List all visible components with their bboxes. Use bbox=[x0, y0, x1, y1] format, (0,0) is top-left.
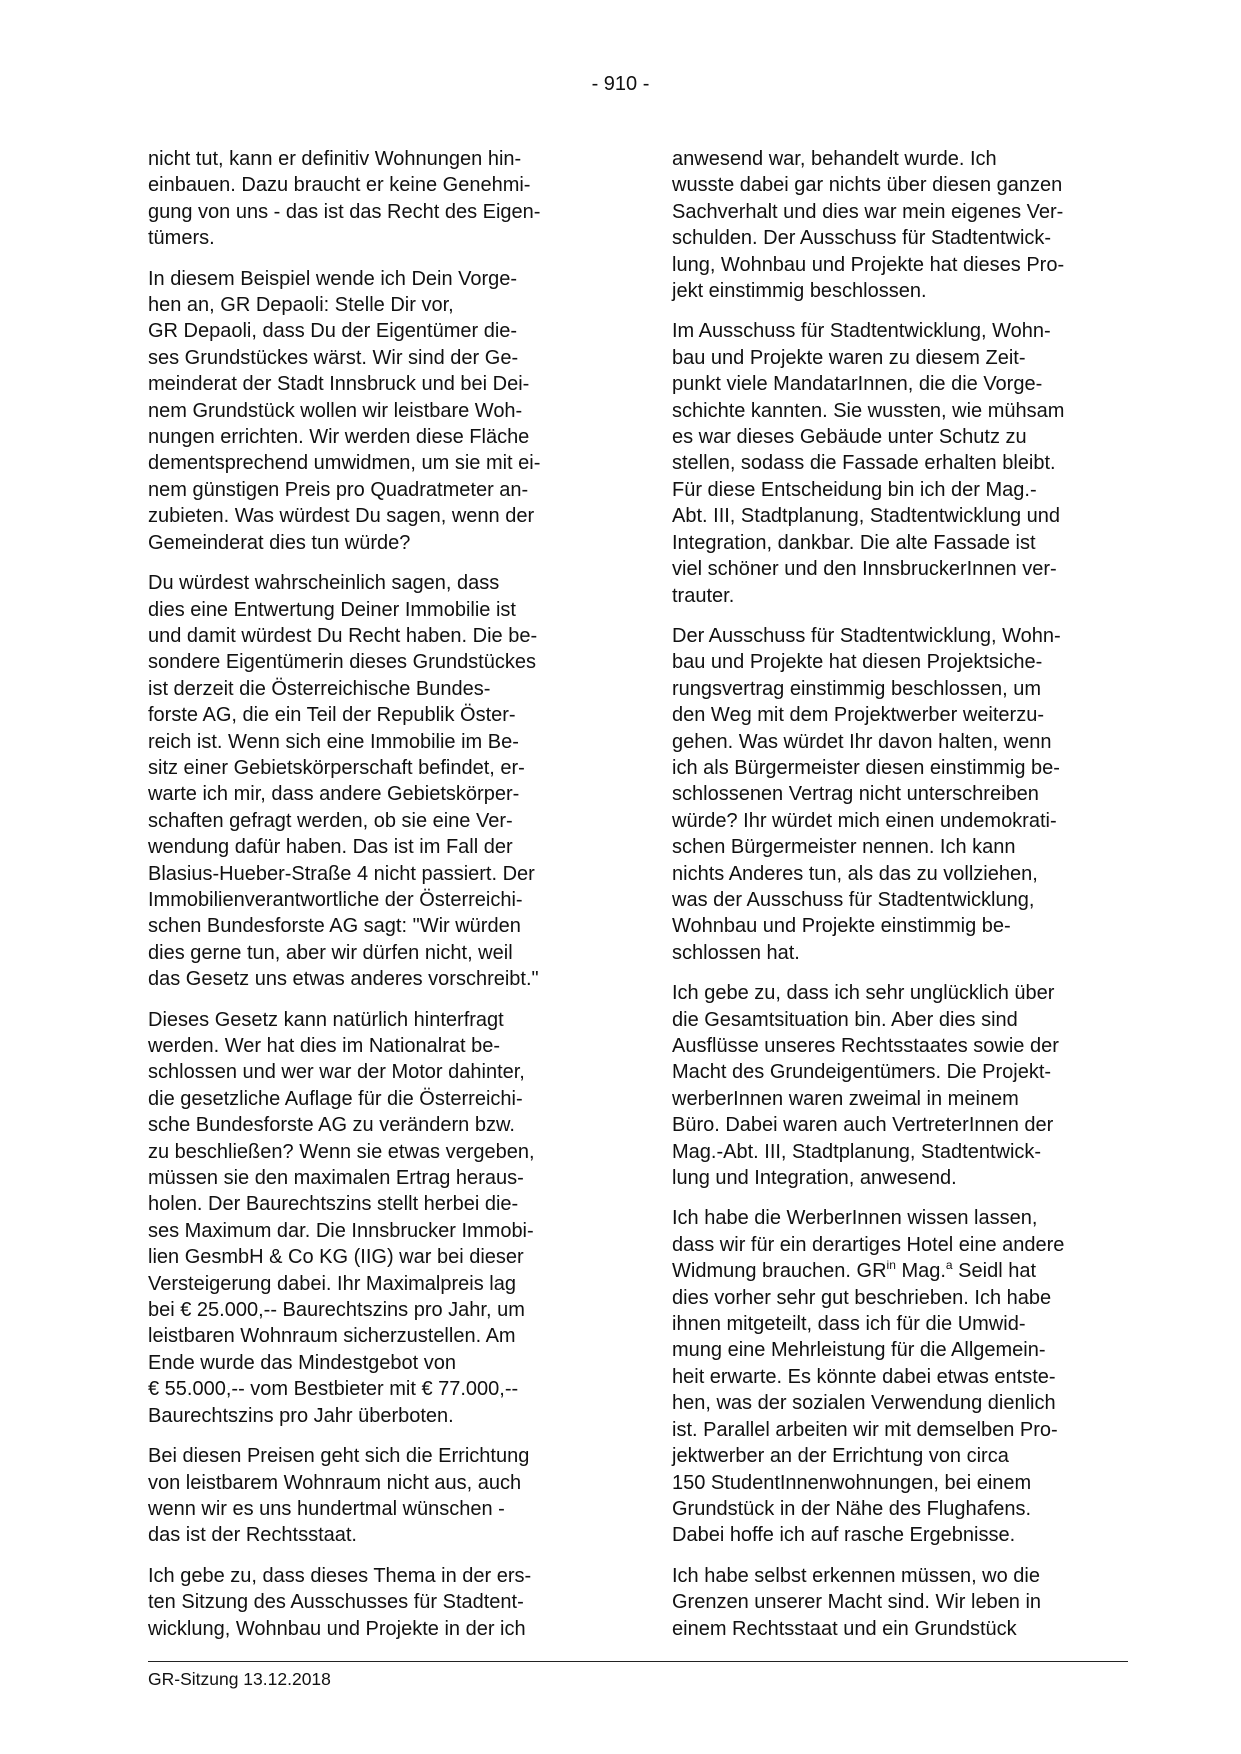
text-line: heit erwarte. Es könnte dabei etwas entste- bbox=[672, 1365, 1056, 1388]
text-line: Integration, dankbar. Die alte Fassade ist bbox=[672, 531, 1036, 554]
text-line: stellen, sodass die Fassade erhalten bleibt. bbox=[672, 452, 1056, 475]
right-column-paragraph bbox=[672, 980, 1132, 1191]
text-line: schichte kannten. Sie wussten, wie mühsam bbox=[672, 399, 1065, 422]
text-line: Abt. III, Stadtplanung, Stadtentwicklung und bbox=[672, 505, 1061, 528]
text-line: Der Ausschuss für Stadtentwicklung, Wohn- bbox=[672, 624, 1061, 647]
text-line: ist. Parallel arbeiten wir mit demselben Pro- bbox=[672, 1418, 1058, 1441]
text-line: werberInnen waren zweimal in meinem bbox=[672, 1087, 1019, 1110]
text-line: mung eine Mehrleistung für die Allgemein- bbox=[672, 1339, 1046, 1362]
text-line: Für diese Entscheidung bin ich der Mag.- bbox=[672, 478, 1037, 501]
footer-session-date: GR-Sitzung 13.12.2018 bbox=[148, 1669, 331, 1689]
text-line: die gesetzliche Auflage für die Österreichi- bbox=[148, 1087, 523, 1110]
text-line: wusste dabei gar nichts über diesen ganzen bbox=[672, 174, 1063, 197]
text-line: Ich gebe zu, dass dieses Thema in der ers- bbox=[148, 1564, 532, 1587]
text-line: reich ist. Wenn sich eine Immobilie im Be- bbox=[148, 730, 519, 753]
text-line: schen Bundesforste AG sagt: "Wir würden bbox=[148, 915, 521, 938]
text-line: Büro. Dabei waren auch VertreterInnen der bbox=[672, 1114, 1054, 1137]
text-line: leistbaren Wohnraum sicherzustellen. Am bbox=[148, 1325, 516, 1348]
text-line: sche Bundesforste AG zu verändern bzw. bbox=[148, 1114, 515, 1137]
text-line: ses Maximum dar. Die Innsbrucker Immobi- bbox=[148, 1219, 534, 1242]
text-line: hen an, GR Depaoli: Stelle Dir vor, bbox=[148, 294, 454, 317]
text-line: schen Bürgermeister nennen. Ich kann bbox=[672, 836, 1016, 859]
text-line: meinderat der Stadt Innsbruck und bei Dei- bbox=[148, 373, 530, 396]
text-line: Mag.-Abt. III, Stadtplanung, Stadtentwick- bbox=[672, 1140, 1042, 1163]
text-line: lien GesmbH & Co KG (IIG) war bei dieser bbox=[148, 1246, 524, 1269]
text-line: anwesend war, behandelt wurde. Ich bbox=[672, 148, 997, 170]
text-line: Ich habe selbst erkennen müssen, wo die bbox=[672, 1564, 1040, 1587]
text-line: Grundstück in der Nähe des Flughafens. bbox=[672, 1497, 1032, 1520]
text-line: dies gerne tun, aber wir dürfen nicht, weil bbox=[148, 941, 513, 964]
text-line: Du würdest wahrscheinlich sagen, dass bbox=[148, 572, 500, 595]
text-line: Dabei hoffe ich auf rasche Ergebnisse. bbox=[672, 1524, 1016, 1547]
left-column-paragraph bbox=[148, 570, 608, 993]
text-line: Immobilienverantwortliche der Österreichi- bbox=[148, 888, 523, 911]
text-line: sondere Eigentümerin dieses Grundstückes bbox=[148, 651, 536, 674]
text-line: Ich habe die WerberInnen wissen lassen, bbox=[672, 1207, 1038, 1230]
text-line: es war dieses Gebäude unter Schutz zu bbox=[672, 426, 1027, 449]
text-line: nem Grundstück wollen wir leistbare Woh- bbox=[148, 399, 523, 422]
text-line: jektwerber an der Errichtung von circa bbox=[672, 1445, 1009, 1468]
text-line: das ist der Rechtsstaat. bbox=[148, 1524, 357, 1547]
text-line: den Weg mit dem Projektwerber weiterzu- bbox=[672, 704, 1044, 727]
text-line: trauter. bbox=[672, 584, 735, 607]
text-line: lung und Integration, anwesend. bbox=[672, 1167, 957, 1190]
text-line: dementsprechend umwidmen, um sie mit ei- bbox=[148, 452, 541, 475]
text-line: nem günstigen Preis pro Quadratmeter an- bbox=[148, 478, 529, 501]
text-line: Baurechtszins pro Jahr überboten. bbox=[148, 1404, 454, 1427]
text-line: tümers. bbox=[148, 227, 215, 250]
text-line: gung von uns - das ist das Recht des Eigen- bbox=[148, 200, 541, 223]
right-column bbox=[672, 146, 1132, 1656]
right-column-paragraph bbox=[672, 623, 1132, 966]
text-line: nichts Anderes tun, als das zu vollziehen, bbox=[672, 862, 1038, 885]
right-column-paragraph bbox=[672, 146, 1132, 304]
text-line: bei € 25.000,-- Baurechtszins pro Jahr, um bbox=[148, 1299, 525, 1322]
text-line: einbauen. Dazu braucht er keine Genehmi- bbox=[148, 174, 531, 197]
text-line: schlossen und wer war der Motor dahinter, bbox=[148, 1061, 525, 1084]
text-line: In diesem Beispiel wende ich Dein Vorge- bbox=[148, 267, 518, 290]
text-line: Dieses Gesetz kann natürlich hinterfragt bbox=[148, 1008, 504, 1031]
text-line: das Gesetz uns etwas anderes vorschreibt." bbox=[148, 968, 539, 991]
left-column-paragraph bbox=[148, 146, 608, 252]
left-column-paragraph bbox=[148, 1443, 608, 1549]
text-line: wicklung, Wohnbau und Projekte in der ich bbox=[148, 1617, 526, 1640]
text-line: forste AG, die ein Teil der Republik Öster- bbox=[148, 704, 516, 727]
text-line: warte ich mir, dass andere Gebietskörper- bbox=[148, 783, 520, 806]
page-number: - 910 - bbox=[591, 73, 650, 95]
text-line: Versteigerung dabei. Ihr Maximalpreis lag bbox=[148, 1272, 516, 1295]
text-line: würde? Ihr würdet mich einen undemokrati- bbox=[672, 809, 1057, 832]
text-line: Ausflüsse unseres Rechtsstaates sowie der bbox=[672, 1035, 1059, 1057]
text-line: Ich gebe zu, dass ich sehr unglücklich über bbox=[672, 982, 1055, 1005]
text-line: werden. Wer hat dies im Nationalrat be- bbox=[148, 1035, 501, 1057]
text-line: viel schöner und den InnsbruckerInnen ver- bbox=[672, 558, 1057, 581]
text-line: Bei diesen Preisen geht sich die Errichtung bbox=[148, 1445, 530, 1468]
text-line: Ende wurde das Mindestgebot von bbox=[148, 1351, 456, 1374]
text-line: 150 StudentInnenwohnungen, bei einem bbox=[672, 1471, 1032, 1494]
text-line: Macht des Grundeigentümers. Die Projekt- bbox=[672, 1061, 1052, 1084]
text-line: ist derzeit die Österreichische Bundes- bbox=[148, 677, 491, 700]
left-column-paragraph bbox=[148, 266, 608, 556]
text-line: Grenzen unserer Macht sind. Wir leben in bbox=[672, 1591, 1042, 1614]
left-column-paragraph bbox=[148, 1007, 608, 1430]
text-line: nungen errichten. Wir werden diese Fläche bbox=[148, 426, 530, 449]
text-line: sitz einer Gebietskörperschaft befindet, er- bbox=[148, 756, 525, 779]
text-line: schulden. Der Ausschuss für Stadtentwick- bbox=[672, 227, 1052, 250]
left-column bbox=[148, 146, 608, 1656]
text-line: einem Rechtsstaat und ein Grundstück bbox=[672, 1617, 1017, 1640]
text-line: und damit würdest Du Recht haben. Die be- bbox=[148, 624, 538, 647]
text-line: gehen. Was würdet Ihr davon halten, wenn bbox=[672, 730, 1052, 753]
text-line: holen. Der Baurechtszins stellt herbei die- bbox=[148, 1193, 519, 1216]
text-line: rungsvertrag einstimmig beschlossen, um bbox=[672, 677, 1042, 700]
text-line: ich als Bürgermeister diesen einstimmig be- bbox=[672, 756, 1060, 779]
text-line: bau und Projekte hat diesen Projektsiche- bbox=[672, 651, 1043, 674]
text-line: von leistbarem Wohnraum nicht aus, auch bbox=[148, 1471, 522, 1494]
text-line: müssen sie den maximalen Ertrag heraus- bbox=[148, 1167, 524, 1190]
text-line: Blasius-Hueber-Straße 4 nicht passiert. Der bbox=[148, 862, 535, 885]
text-line: schlossenen Vertrag nicht unterschreiben bbox=[672, 783, 1039, 806]
text-line: Widmung brauchen. $GR^{in}$ Mag.$^a$ Seidl hat bbox=[672, 1258, 1036, 1283]
text-line: Sachverhalt und dies war mein eigenes Ver- bbox=[672, 200, 1064, 223]
text-line: ten Sitzung des Ausschusses für Stadtent- bbox=[148, 1591, 524, 1614]
text-line: bau und Projekte waren zu diesem Zeit- bbox=[672, 346, 1026, 369]
right-column-paragraph bbox=[672, 1205, 1132, 1548]
text-line: schlossen hat. bbox=[672, 941, 800, 964]
text-line: Im Ausschuss für Stadtentwicklung, Wohn- bbox=[672, 320, 1051, 343]
right-column-paragraph bbox=[672, 1563, 1132, 1642]
text-line: wendung dafür haben. Das ist im Fall der bbox=[148, 836, 513, 859]
text-line: die Gesamtsituation bin. Aber dies sind bbox=[672, 1008, 1018, 1031]
text-line: jekt einstimmig beschlossen. bbox=[672, 280, 927, 303]
text-line: € 55.000,-- vom Bestbieter mit € 77.000,-- bbox=[148, 1378, 519, 1401]
right-column-paragraph bbox=[672, 318, 1132, 608]
text-line: punkt viele MandatarInnen, die die Vorge- bbox=[672, 373, 1043, 396]
text-line: dies vorher sehr gut beschrieben. Ich habe bbox=[672, 1286, 1052, 1309]
text-line: zubieten. Was würdest Du sagen, wenn der bbox=[148, 505, 535, 528]
text-line: hen, was der sozialen Verwendung dienlich bbox=[672, 1392, 1056, 1415]
text-line: ihnen mitgeteilt, dass ich für die Umwid- bbox=[672, 1313, 1026, 1336]
text-line: schaften gefragt werden, ob sie eine Ver- bbox=[148, 809, 513, 832]
text-line: dies eine Entwertung Deiner Immobilie ist bbox=[148, 598, 516, 621]
text-line: zu beschließen? Wenn sie etwas vergeben, bbox=[148, 1140, 535, 1163]
text-line: nicht tut, kann er definitiv Wohnungen hin- bbox=[148, 148, 522, 170]
text-line: ses Grundstückes wärst. Wir sind der Ge- bbox=[148, 346, 519, 369]
left-column-paragraph bbox=[148, 1563, 608, 1642]
text-line: was der Ausschuss für Stadtentwicklung, bbox=[672, 888, 1035, 911]
text-line: Wohnbau und Projekte einstimmig be- bbox=[672, 915, 1011, 938]
text-line: wenn wir es uns hundertmal wünschen - bbox=[148, 1497, 505, 1520]
text-line: dass wir für ein derartiges Hotel eine andere bbox=[672, 1233, 1065, 1256]
text-line: Gemeinderat dies tun würde? bbox=[148, 531, 411, 554]
text-line: lung, Wohnbau und Projekte hat dieses Pro- bbox=[672, 253, 1065, 276]
text-line: GR Depaoli, dass Du der Eigentümer die- bbox=[148, 320, 518, 343]
footer-divider bbox=[148, 1661, 1128, 1662]
